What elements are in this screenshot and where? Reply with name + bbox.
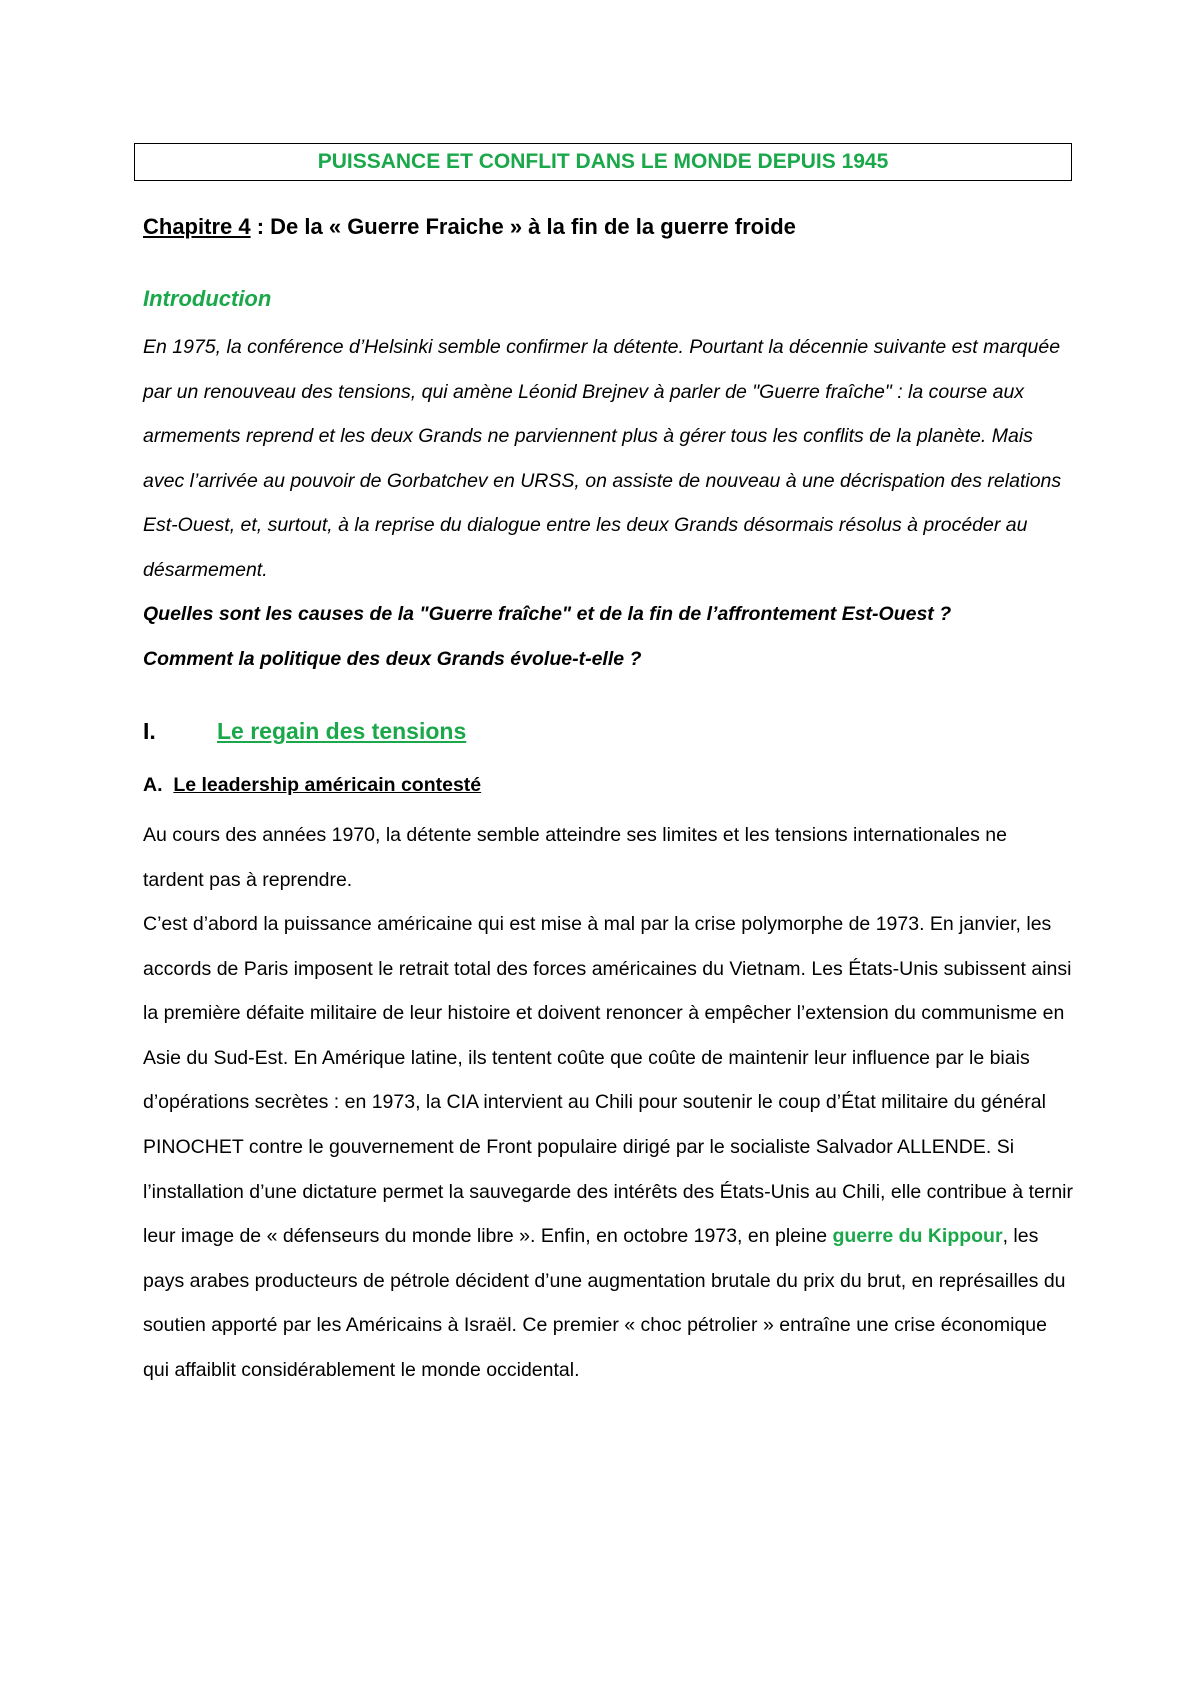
document-title-box xyxy=(134,143,1072,181)
subsection-a-letter: A. xyxy=(143,774,163,796)
body-paragraph-2 xyxy=(143,902,1073,1393)
chapter-title: De la « Guerre Fraiche » à la fin de la guerre froide xyxy=(270,214,796,239)
paragraph-2-text-end: , les pays arabes producteurs de pétrole décident d’une augmentation brutale du prix du brut, en représailles du soutien apporté par les Américains à Israël. Ce premier « choc pétrolier » entraîne une crise économique qui affaiblit considérablement le monde occidental. xyxy=(143,1225,1066,1381)
question-1: Quelles sont les causes de la "Guerre fraîche" et de la fin de l’affrontement Est-Ouest ? xyxy=(143,603,952,625)
document-title: PUISSANCE ET CONFLIT DANS LE MONDE DEPUIS 1945 xyxy=(317,150,889,173)
introduction-text: En 1975, la conférence d’Helsinki semble confirmer la détente. Pourtant la décennie suivante est marquée par un renouveau des tensions, qui amène Léonid Brejnev à parler de "Guerre fraîche" : la course aux armements reprend et les deux Grands ne parviennent plus à gérer tous les conflits de la planète. Mais avec l’arrivée au pouvoir de Gorbatchev en URSS, on assiste de nouveau à une décrispation des relations Est-Ouest, et, surtout, à la reprise du dialogue entre les deux Grands désormais résolus à procéder au désarmement. xyxy=(143,336,1062,581)
section-1-title: Le regain des tensions xyxy=(217,718,467,744)
subsection-a-heading xyxy=(143,774,481,797)
question-2: Comment la politique des deux Grands évolue-t-elle ? xyxy=(143,647,642,670)
chapter-separator: : xyxy=(250,214,271,239)
paragraph-2-text-start: C’est d’abord la puissance américaine qui est mise à mal par la crise polymorphe de 1973. En janvier, les accords de Paris imposent le retrait total des forces américaines du Vietnam. Les États-Unis subissent ainsi la première défaite militaire de leur histoire et doivent renoncer à empêcher l’extension du communisme en Asie du Sud-Est. En Amérique latine, ils tentent coûte que coûte de maintenir leur influence par le biais d’opérations secrètes : en 1973, la CIA intervient au Chili pour soutenir le coup d’État militaire du général PINOCHET contre le gouvernement de Front populaire dirigé par le socialiste Salvador ALLENDE. Si l’installation d’une dictature permet la sauvegarde des intérêts des États-Unis au Chili, elle contribue à ternir leur image de « défenseurs du monde libre ». Enfin, en octobre 1973, en pleine xyxy=(143,913,1073,1248)
problematique xyxy=(143,592,1073,681)
subsection-a-title: Le leadership américain contesté xyxy=(173,774,482,796)
introduction-heading: Introduction xyxy=(143,286,272,311)
body-paragraph-1: Au cours des années 1970, la détente semble atteindre ses limites et les tensions internationales ne tardent pas à reprendre. xyxy=(143,824,1007,891)
section-1-heading xyxy=(143,718,466,745)
chapter-label: Chapitre 4 xyxy=(143,214,251,239)
kippour-highlight: guerre du Kippour xyxy=(832,1225,1003,1248)
chapter-heading xyxy=(143,214,796,240)
section-1-number: I. xyxy=(143,718,156,744)
